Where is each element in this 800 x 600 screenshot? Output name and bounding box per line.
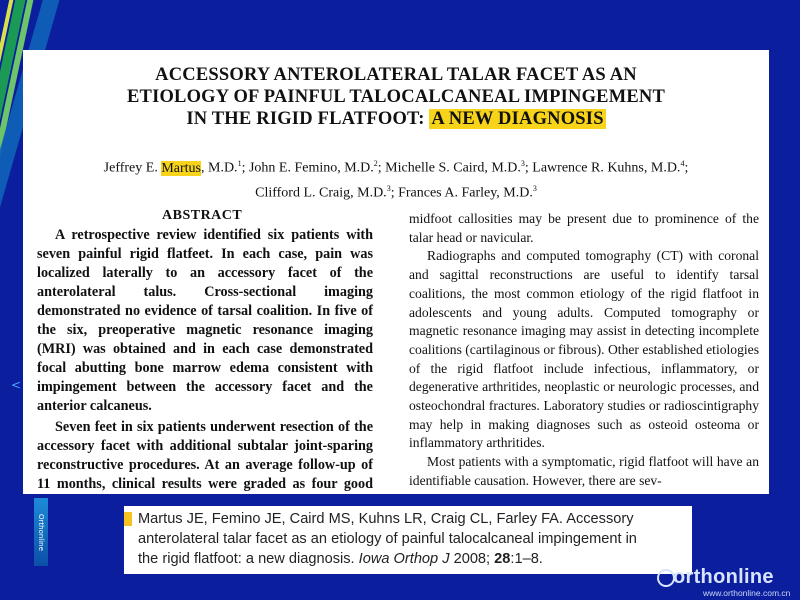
- body-paragraph-3: Most patients with a symptomatic, rigid flatfoot will have an identifiable causation. However, there are sev-: [409, 454, 759, 488]
- body-column: [409, 210, 759, 491]
- orthonline-watermark: [657, 566, 797, 598]
- authors-line-2: [23, 179, 769, 204]
- author-farley: ; Frances A. Farley, M.D.: [390, 185, 533, 201]
- author-list: [23, 154, 769, 203]
- abstract-paragraph-2: Seven feet in six patients underwent resection of the accessory facet with additional subtalar joint-sparing reconstructive procedures. At an average follow-up of 11 months, clinical results were graded as four good: [37, 419, 373, 492]
- affiliation-mark: 1: [237, 159, 242, 168]
- author-degree: , M.D.: [201, 160, 238, 176]
- side-logo: Orthonline: [34, 498, 48, 566]
- citation-line-1: Martus JE, Femino JE, Caird MS, Kuhns LR, Craig CL, Farley FA. Accessory: [138, 511, 634, 527]
- paper-title: [23, 64, 769, 130]
- author-femino: ; John E. Femino, M.D.: [241, 160, 374, 176]
- affiliation-mark: 3: [532, 183, 537, 193]
- left-chevron-icon: <: [11, 378, 22, 392]
- abstract-paragraph-1: A retrospective review identified six patients with seven painful rigid flatfeet. In each case, pain was localized laterally to an accessory facet of the anterolateral talus. Cross-sectional imaging demonstrated no evidence of tarsal coalition. In five of the six, preoperative magnetic resonance imaging (MRI) was obtained and in each case demonstrated focal abutting bone marrow edema consistent with impingement between the accessory facet and the anterior calcaneus.: [37, 227, 373, 414]
- watermark-url: www.orthonline.com.cn: [703, 588, 791, 598]
- title-highlight: A NEW DIAGNOSIS: [431, 109, 604, 129]
- citation-title-end: the rigid flatfoot: a new diagnosis.: [138, 551, 359, 567]
- authors-line-1: [23, 154, 769, 179]
- abstract-heading: ABSTRACT: [162, 208, 243, 223]
- author-first-name: Jeffrey E.: [103, 160, 162, 176]
- citation-highlight-mark: [124, 512, 132, 526]
- title-line-3: [23, 108, 769, 130]
- body-paragraph-1: midfoot callosities may be present due to prominence of the talar head or navicular.: [409, 211, 759, 245]
- author-highlight: Martus: [161, 160, 201, 176]
- citation-volume: 28: [494, 551, 511, 567]
- citation-line-2: anterolateral talar facet as an etiology of painful talocalcaneal impingement in: [138, 531, 637, 547]
- author-kuhns: ; Lawrence R. Kuhns, M.D.: [524, 160, 681, 176]
- affiliation-mark: 3: [520, 159, 525, 168]
- abstract-column: [37, 226, 373, 494]
- paper-excerpt: [23, 50, 769, 494]
- title-line-1: ACCESSORY ANTEROLATERAL TALAR FACET AS AN: [155, 65, 637, 85]
- citation-year: 2008;: [449, 551, 495, 567]
- watermark-name: orthonline: [673, 566, 774, 588]
- citation-pages: :1–8.: [510, 551, 543, 567]
- body-paragraph-2: Radiographs and computed tomography (CT) with coronal and sagittal reconstructions are useful to identify tarsal coalitions, the most common etiology of the rigid flatfoot in adolescents and young adults. Computed tomography or magnetic resonance imaging may assist in detecting incomplete coalitions (cartilaginous or fibrous). Other established etiologies of the rigid flatfoot include infectious, inflammatory, or degenerative arthritides, neoplastic or neurologic processes, and osteochondral fractures. Laboratory studies or radioscintigraphy may help in making diagnoses such as osteoid osteoma or inflammatory arthritides.: [409, 248, 759, 451]
- affiliation-mark: 2: [373, 159, 378, 168]
- citation-line-3: [138, 549, 684, 569]
- affiliation-mark: 3: [386, 183, 391, 193]
- author-caird: ; Michelle S. Caird, M.D.: [377, 160, 521, 176]
- title-line-3-text: IN THE RIGID FLATFOOT:: [186, 109, 430, 129]
- title-line-2: ETIOLOGY OF PAINFUL TALOCALCANEAL IMPINGEMENT: [126, 87, 666, 107]
- author-craig: Clifford L. Craig, M.D.: [255, 185, 387, 201]
- author-separator: ;: [684, 160, 689, 176]
- affiliation-mark: 4: [680, 159, 685, 168]
- citation-box: [124, 506, 692, 574]
- citation-journal: Iowa Orthop J: [358, 551, 450, 567]
